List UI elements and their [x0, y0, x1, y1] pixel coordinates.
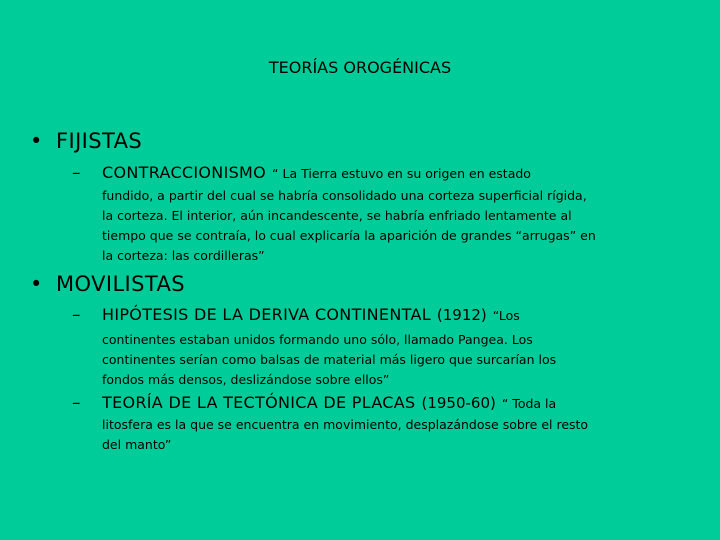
subitem-tectonica-placas [72, 393, 682, 413]
subitem-heading: TEORÍA DE LA TECTÓNICA DE PLACAS [102, 393, 416, 412]
bullet-heading: FIJISTAS [56, 129, 143, 153]
description-line: tiempo que se contraía, lo cual explicaría la aparición de grandes “arrugas” en [102, 228, 596, 243]
description-line: fondos más densos, deslizándose sobre ellos” [102, 372, 390, 387]
description-line: continentes serían como balsas de material más ligero que surcarían los [102, 352, 557, 367]
subitem-year: (1950-60) [421, 394, 496, 412]
subitem-dash: – [72, 393, 81, 413]
bullet-fijistas [30, 128, 142, 154]
bullet-heading: MOVILISTAS [56, 272, 185, 296]
subitem-dash: – [72, 305, 81, 325]
description-line: litosfera es la que se encuentra en movimiento, desplazándose sobre el resto [102, 417, 589, 432]
subitem-deriva-continental [72, 305, 682, 325]
subitem-description [102, 415, 692, 455]
description-line: continentes estaban unidos formando uno sólo, llamado Pangea. Los [102, 332, 533, 347]
subitem-heading: HIPÓTESIS DE LA DERIVA CONTINENTAL [102, 305, 431, 324]
description-line: la corteza. El interior, aún incandescente, se habría enfriado lentamente al [102, 208, 572, 223]
description-line: fundido, a partir del cual se habría consolidado una corteza superficial rígida, [102, 188, 587, 203]
description-line: la corteza: las cordilleras” [102, 248, 265, 263]
subitem-description [102, 186, 692, 266]
subitem-description [102, 330, 692, 390]
subitem-year: (1912) [436, 306, 487, 324]
bullet-movilistas [30, 271, 185, 297]
subitem-lead-text: “ La Tierra estuvo en su origen en estado [272, 166, 531, 181]
subitem-lead-text: “Los [492, 308, 520, 323]
subitem-contraccionismo [72, 163, 682, 183]
subitem-lead-text: “ Toda la [501, 396, 557, 411]
subitem-heading: CONTRACCIONISMO [102, 163, 267, 182]
description-line: del manto” [102, 437, 172, 452]
bullet-marker: • [30, 272, 43, 296]
subitem-dash: – [72, 163, 81, 183]
bullet-marker: • [30, 129, 43, 153]
slide-title: TEORÍAS OROGÉNICAS [268, 58, 452, 77]
